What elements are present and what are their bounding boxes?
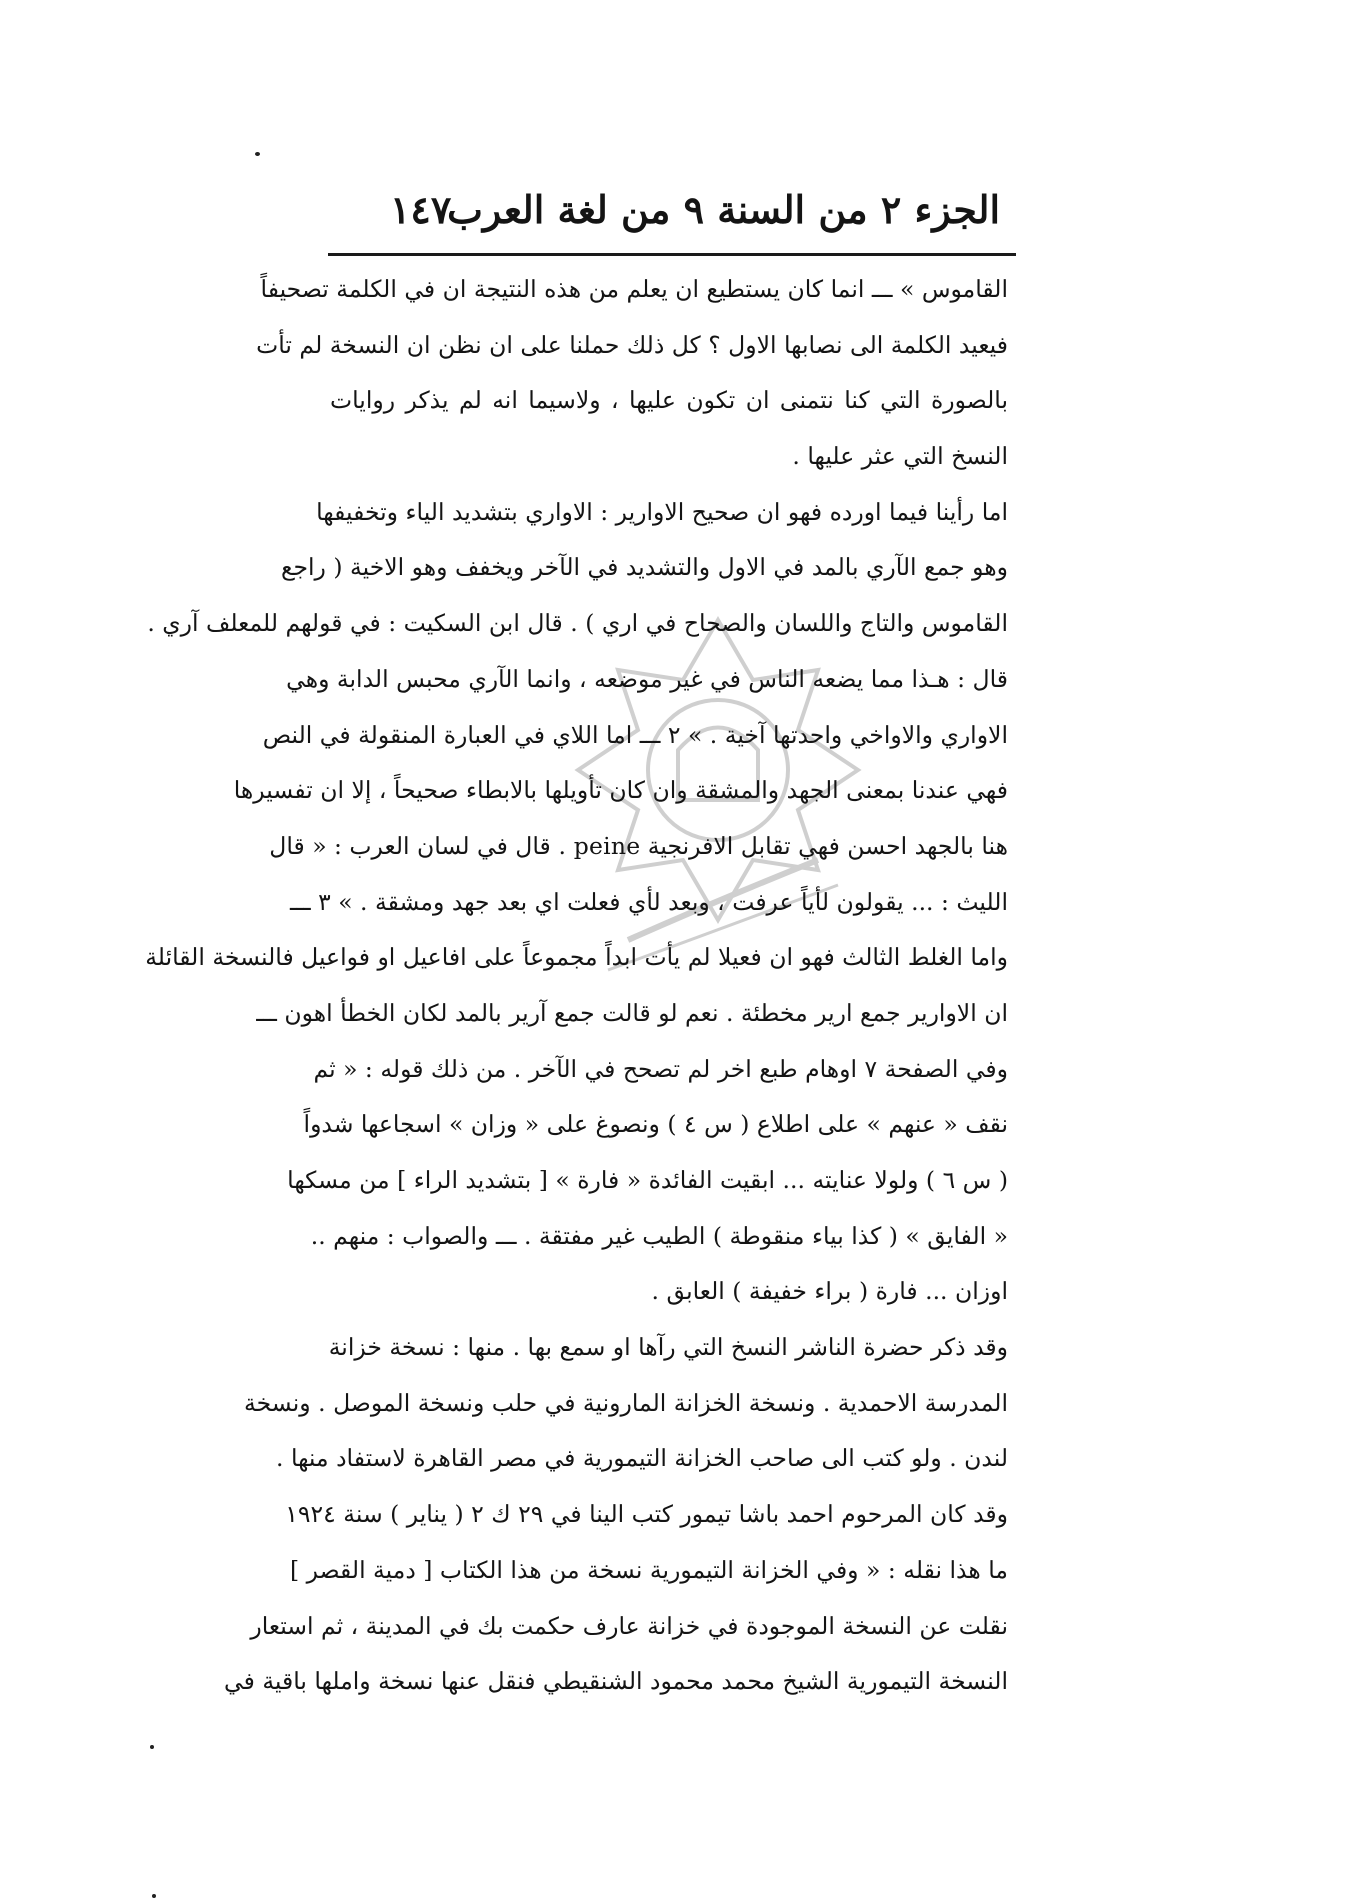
text-line: ( س ٦ ) ولولا عنايته ... ابقيت الفائدة « فارة » [ بتشديد الراء ] من مسكها (287, 1166, 1008, 1194)
header-rule (328, 253, 1016, 256)
text-line: الليث : ... يقولون لأياً عرفت ، وبعد لأي فعلت اي بعد جهد ومشقة . » ٣ ـــ (289, 887, 1008, 916)
page-header (330, 180, 1000, 250)
scan-speck (150, 1745, 154, 1749)
running-title: الجزء ٢ من السنة ٩ من لغة العرب (447, 187, 1000, 232)
text-line: واما الغلط الثالث فهو ان فعيلا لم يأت ابداً مجموعاً على افاعيل او فواعيل فالنسخة القائلة (145, 943, 1008, 972)
text-line: اوزان ... فارة ( براء خفيفة ) العابق . (651, 1277, 1008, 1306)
body-text (145, 262, 1008, 1710)
page-number: ١٤٧ (390, 187, 452, 232)
scan-speck (152, 1894, 156, 1898)
text-line: نقلت عن النسخة الموجودة في خزانة عارف حكمت بك في المدينة ، ثم استعار (250, 1611, 1008, 1640)
text-line: وهو جمع الآري بالمد في الاول والتشديد في الآخر ويخفف وهو الاخية ( راجع (280, 553, 1008, 582)
text-line: وفي الصفحة ٧ اوهام طبع اخر لم تصحح في الآخر . من ذلك قوله : « ثم (313, 1054, 1008, 1083)
text-line: المدرسة الاحمدية . ونسخة الخزانة المارونية في حلب ونسخة الموصل . ونسخة (244, 1388, 1008, 1417)
text-line: اما رأينا فيما اورده فهو ان صحيح الاوارير : الاواري بتشديد الياء وتخفيفها (316, 497, 1008, 526)
text-line: بالصورة التي كنا نتمنى ان تكون عليها ، ولاسيما انه لم يذكر روايات (330, 386, 1008, 415)
text-line: القاموس والتاج واللسان والصحاح في اري ) . قال ابن السكيت : في قولهم للمعلف آري . (147, 609, 1008, 638)
text-line: « الفايق » ( كذا بياء منقوطة ) الطيب غير مفتقة . ـــ والصواب : منهم .. (310, 1221, 1008, 1250)
text-line: القاموس » ـــ انما كان يستطيع ان يعلم من هذه النتيجة ان في الكلمة تصحيفاً (260, 275, 1008, 303)
text-line: هنا بالجهد احسن فهي تقابل الافرنجية peine . قال في لسان العرب : « قال (269, 831, 1008, 860)
text-line: ما هذا نقله : « وفي الخزانة التيمورية نسخة من هذا الكتاب [ دمية القصر ] (290, 1555, 1008, 1584)
text-line: نقف « عنهم » على اطلاع ( س ٤ ) ونصوغ على « وزان » اسجاعها شدواً (303, 1110, 1008, 1139)
text-line: وقد كان المرحوم احمد باشا تيمور كتب الينا في ٢٩ ك ٢ ( يناير ) سنة ١٩٢٤ (285, 1500, 1008, 1529)
text-line: فهي عندنا بمعنى الجهد والمشقة وان كان تأويلها بالابطاء صحيحاً ، إلا ان تفسيرها (233, 776, 1008, 805)
text-line: وقد ذكر حضرة الناشر النسخ التي رآها او سمع بها . منها : نسخة خزانة (328, 1333, 1008, 1362)
scan-speck (255, 152, 260, 156)
text-line: النسخة التيمورية الشيخ محمد محمود الشنقيطي فنقل عنها نسخة واملها باقية في (224, 1667, 1008, 1696)
text-line: الاواري والاواخي واحدتها آخية . » ٢ ـــ اما اللاي في العبارة المنقولة في النص (262, 720, 1008, 749)
text-line: قال : هـذا مما يضعه الناس في غير موضعه ، وانما الآري محبس الدابة وهي (286, 664, 1008, 693)
text-line: ان الاوارير جمع ارير مخطئة . نعم لو قالت جمع آرير بالمد لكان الخطأ اهون ـــ (256, 998, 1008, 1027)
text-line: النسخ التي عثر عليها . (792, 442, 1008, 471)
text-line: فيعيد الكلمة الى نصابها الاول ؟ كل ذلك حملنا على ان نظن ان النسخة لم تأت (256, 330, 1008, 359)
text-line: لندن . ولو كتب الى صاحب الخزانة التيمورية في مصر القاهرة لاستفاد منها . (276, 1444, 1008, 1473)
